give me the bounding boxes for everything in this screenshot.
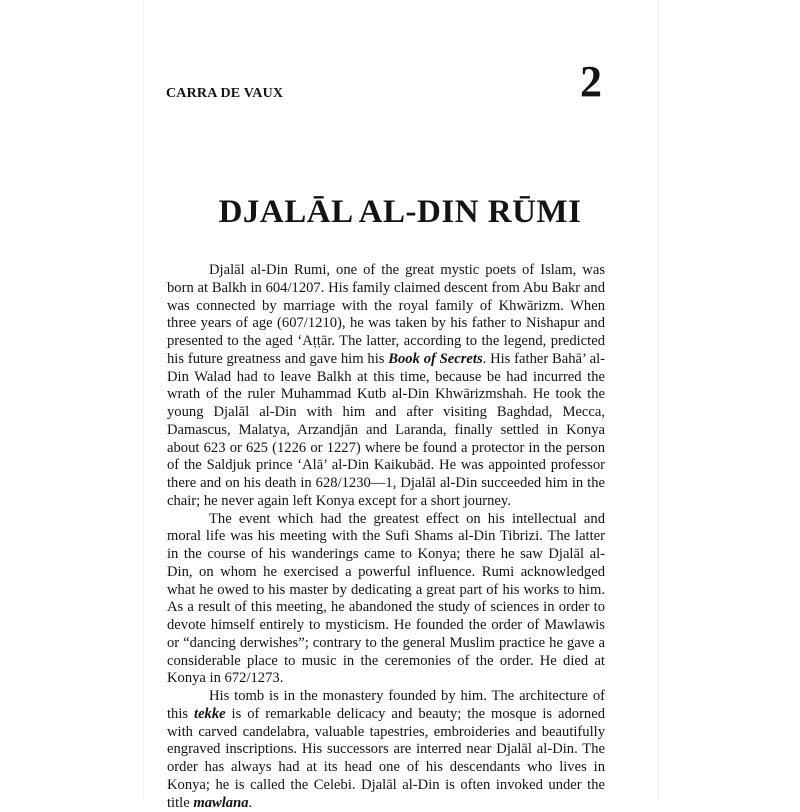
running-head-author: CARRA DE VAUX: [166, 86, 284, 101]
paragraph: [167, 262, 605, 511]
chapter-number: 2: [580, 57, 602, 106]
paragraph-text: . His father Bahā’ al-Din Walad had to leave Balkh at this time, because be had incurred the wrath of the ruler Muhammad Kutb al-Din Khwārizmshah. He took the young Djalāl al-Din with him and after visiting Baghdad, Mecca, Damascus, Malatya, Arzandjān and Laranda, finally settled in Konya about 623 or 625 (1226 or 1227) where be found a protector in the person of the Saldjuk prince ‘Alā’ al-Din Kaikubād. He was appointed professor there and on his death in 628/1230—1, Djalāl al-Din succeeded him in the chair; he never again left Konya except for a short journey.: [167, 350, 605, 509]
paragraph: [167, 688, 605, 812]
paragraph-text: .: [248, 794, 253, 811]
paragraph-text: Djalāl al-Din Rumi, one of the great mystic poets of Islam, was born at Balkh in 604/1207. His family claimed descent from Abu Bakr and was connected by marriage with the royal family of Khwārizm. When three years of age (607/1210), he was taken by his father to Nishapur and presented to the aged ‘Aṭṭār. The latter, according to the legend, predicted his future greatness and gave him his: [167, 262, 605, 367]
paragraph-text: is of remarkable delicacy and beauty; the mosque is adorned with carved candelabra, valuable tapestries, embroideries and beautifully engraved inscriptions. His successors are interred near Djalāl al-Din. The order has always had at its head one of his descendants who lives in Konya; he is called the Celebi. Djalāl al-Din is often invoked under the title: [167, 705, 606, 811]
paragraph-text: The event which had the greatest effect on his intellectual and moral life was his meeting with the Sufi Shams al-Din Tibrizi. The latter in the course of his wanderings came to Konya; there he saw Djalāl al-Din, on whom he exercised a powerful influence. Rumi acknowledged what he owed to his master by dedicating a great part of his works to him. As a result of this meeting, he abandoned the study of sciences in order to devote himself entirely to mysticism. He founded the order of Mawlawis or “dancing derwishes”; contrary to the general Muslim practice he gave a considerable place to music in the ceremonies of the order. He died at Konya in 672/1273.: [167, 510, 605, 687]
term-italic: mawlana: [193, 794, 249, 811]
book-title-italic: Book of Secrets: [388, 350, 483, 367]
term-italic: tekke: [194, 705, 226, 722]
chapter-title: DJALĀL AL-DIN RŪMI: [218, 194, 582, 230]
chapter-body: [167, 262, 605, 812]
paragraph: [167, 511, 605, 689]
paragraph-text: His tomb is in the monastery founded by him. The architecture of this: [167, 688, 605, 722]
